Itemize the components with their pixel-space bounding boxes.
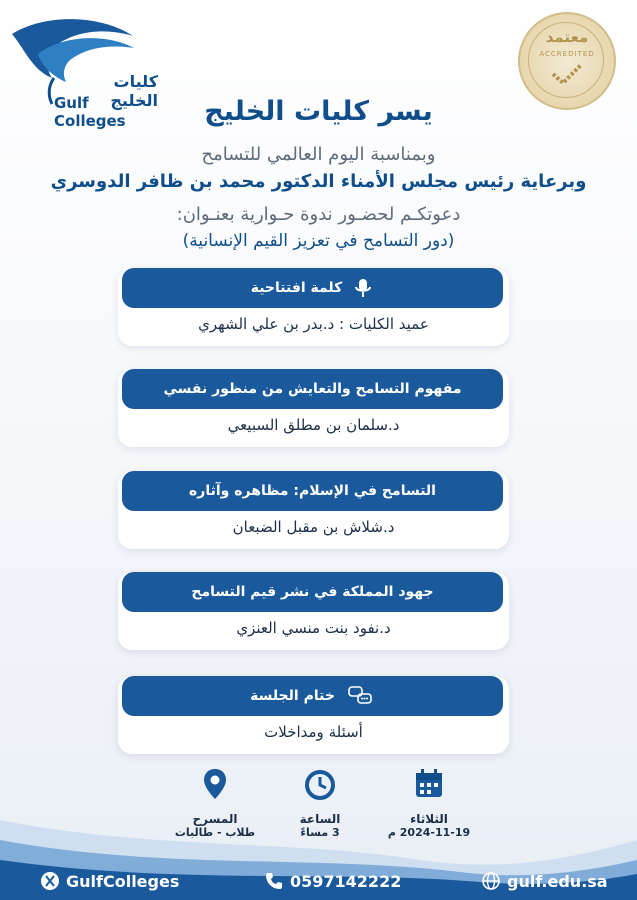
clock-icon [302, 766, 338, 802]
x-social-icon [40, 871, 60, 891]
event-audience: طلاب - طالبات [174, 826, 256, 839]
footer [0, 862, 637, 900]
footer-phone-number: 0597142222 [290, 871, 402, 891]
header-title: يسر كليات الخليج [204, 96, 433, 127]
footer-website[interactable] [481, 871, 608, 891]
header-seminar-title: (دور التسامح في تعزيز القيم الإنسانية) [182, 231, 455, 251]
session-title: جهود المملكة في نشر قيم التسامح [191, 584, 434, 600]
session-title-bar [122, 268, 503, 308]
seal-english-text: ACCREDITED [539, 50, 595, 58]
session-title-bar [122, 676, 503, 716]
seal-arabic-text: معتمد [545, 28, 589, 46]
header-patronage: وبرعاية رئيس مجلس الأمناء الدكتور محمد بن ظافر الدوسري [50, 171, 587, 192]
event-time-label: الساعة [299, 812, 341, 826]
session-card-opening [118, 268, 509, 346]
event-date [374, 766, 484, 839]
session-card-islam [118, 471, 509, 549]
footer-social[interactable] [40, 871, 179, 891]
event-day: الثلاثاء [410, 812, 448, 826]
logo-arabic-name: كليات الخليج [110, 72, 158, 110]
footer-phone[interactable] [264, 871, 401, 891]
session-speaker: عميد الكليات : د.بدر بن علي الشهري [198, 315, 429, 333]
event-time-value: 3 مساءً [300, 826, 340, 839]
calendar-icon [411, 766, 447, 802]
session-title: التسامح في الإسلام: مظاهره وآثاره [189, 483, 436, 499]
seal-check-icon [550, 62, 584, 86]
footer-social-handle: GulfColleges [66, 871, 180, 891]
event-date-value: 2024-11-19 م [387, 826, 471, 839]
microphone-icon [352, 277, 374, 299]
session-title: مفهوم التسامح والتعايش من منظور نفسي [163, 381, 462, 397]
session-speaker: أسئلة ومداخلات [264, 723, 363, 741]
logo-english-name: Gulf Colleges [54, 94, 126, 130]
header-invitation: دعوتكـم لحضـور ندوة حـوارية بعنـوان: [176, 204, 461, 225]
phone-icon [264, 871, 284, 891]
footer-website-url: gulf.edu.sa [507, 871, 608, 891]
session-title: كلمة افتتاحية [250, 280, 343, 296]
session-title: ختام الجلسة [250, 688, 335, 704]
chat-icon [345, 685, 375, 707]
globe-icon [481, 871, 501, 891]
session-title-bar [122, 572, 503, 612]
session-card-psychology [118, 369, 509, 447]
event-place [160, 766, 270, 839]
session-speaker: د.شلاش بن مقبل الضبعان [232, 518, 395, 536]
session-title-bar [122, 369, 503, 409]
location-pin-icon [197, 766, 233, 802]
session-card-closing [118, 676, 509, 754]
header-occasion: وبمناسبة اليوم العالمي للتسامح [201, 144, 436, 165]
session-title-bar [122, 471, 503, 511]
session-card-kingdom [118, 572, 509, 650]
session-speaker: د.نفود بنت منسي العنزي [236, 619, 391, 637]
event-time [265, 766, 375, 839]
event-place-label: المسرح [192, 812, 238, 826]
session-speaker: د.سلمان بن مطلق السبيعي [227, 416, 400, 434]
